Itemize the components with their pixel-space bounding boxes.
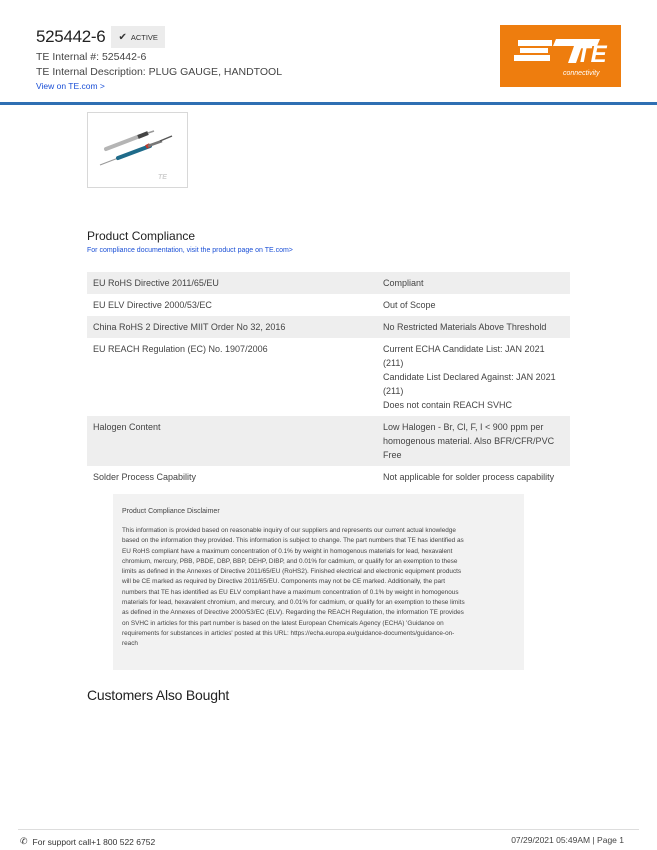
disclaimer-line: on SVHC in articles for this part number is based on the latest European Chemicals Agency (ECHA) 'Guidance on — [122, 619, 444, 627]
compliance-value-line: Current ECHA Candidate List: JAN 2021 — [383, 344, 545, 354]
compliance-table — [87, 272, 570, 488]
compliance-label: Solder Process Capability — [93, 472, 197, 482]
compliance-label: China RoHS 2 Directive MIIT Order No 32, 2016 — [93, 322, 286, 332]
compliance-value — [377, 294, 570, 316]
disclaimer-line: based on the information they provided. This information is subject to change. The part numbers that TE has identified as — [122, 537, 464, 545]
compliance-value-line: Does not contain REACH SVHC — [383, 400, 513, 410]
compliance-value-line: (211) — [383, 386, 404, 396]
status-badge — [111, 26, 164, 48]
disclaimer-line: materials for lead, hexavalent chromium, and mercury, and 0.01% for cadmium, or qualify for an exemption to these limits — [122, 599, 465, 607]
disclaimer-line: as defined in the Annexes of Directive 2000/53/EC (ELV). Regarding the REACH Regulation, the information TE provides — [122, 609, 464, 617]
compliance-value-line: Candidate List Declared Against: JAN 2021 — [383, 372, 556, 382]
compliance-disclaimer — [113, 494, 524, 670]
disclaimer-body — [122, 526, 515, 650]
disclaimer-line: will be CE marked as required by Directive 2011/65/EU. Components may not be CE marked. Additionally, the part — [122, 578, 445, 586]
part-number-row — [36, 26, 165, 48]
disclaimer-line: limits as defined in the Annexes of Directive 2011/65/EU (RoHS2). Finished electrical and electronic equipment products — [122, 568, 462, 576]
internal-description: TE Internal Description: PLUG GAUGE, HANDTOOL — [36, 66, 283, 78]
compliance-row — [87, 466, 570, 488]
compliance-row — [87, 316, 570, 338]
svg-text:TE: TE — [158, 174, 167, 181]
disclaimer-title: Product Compliance Disclaimer — [122, 508, 220, 515]
page-info: 07/29/2021 05:49AM | Page 1 — [511, 835, 624, 845]
disclaimer-line: chromium, mercury, PBB, PBDE, DBP, BBP, DEHP, DIBP, and 0.01% for cadmium, or qualify for an exemption to these — [122, 557, 458, 565]
compliance-row — [87, 294, 570, 316]
plug-gauge-image — [88, 113, 187, 187]
te-logo-icon — [500, 25, 621, 87]
internal-number: TE Internal #: 525442-6 — [36, 51, 147, 63]
phone-icon: ✆ — [20, 836, 28, 846]
compliance-value — [377, 466, 570, 488]
compliance-value-line: (211) — [383, 358, 404, 368]
compliance-label: EU RoHS Directive 2011/65/EU — [93, 278, 219, 288]
compliance-label: Halogen Content — [93, 422, 161, 432]
compliance-value-line: Free — [383, 450, 402, 460]
compliance-row — [87, 338, 570, 416]
compliance-value — [377, 316, 570, 338]
compliance-value-line: Out of Scope — [383, 300, 436, 310]
compliance-value-line: homogenous material. Also BFR/CFR/PVC — [383, 436, 555, 446]
support-contact — [20, 836, 155, 847]
svg-text:TE: TE — [576, 41, 607, 68]
compliance-value-line: Low Halogen - Br, Cl, F, I < 900 ppm per — [383, 422, 544, 432]
footer-divider — [18, 829, 639, 830]
part-number: 525442-6 — [36, 27, 106, 46]
compliance-row — [87, 416, 570, 466]
compliance-value-line: Not applicable for solder process capability — [383, 472, 555, 482]
disclaimer-line: requirements for substances in articles' posted at this URL: https://echa.europa.eu/guidance-documents/guidance-on- — [122, 629, 455, 637]
compliance-value — [377, 338, 570, 416]
header-divider — [0, 102, 657, 105]
compliance-row — [87, 272, 570, 294]
support-phone-text: For support call+1 800 522 6752 — [32, 836, 156, 847]
disclaimer-line: This information is provided based on reasonable inquiry of our suppliers and represents our current actual knowledge — [122, 527, 456, 534]
view-on-te-link[interactable]: View on TE.com > — [36, 81, 105, 91]
product-image — [87, 112, 188, 188]
svg-text:connectivity: connectivity — [563, 70, 600, 77]
product-compliance-title: Product Compliance — [87, 229, 196, 243]
customers-also-bought-title: Customers Also Bought — [87, 687, 230, 703]
disclaimer-line: numbers that TE has identified as EU ELV compliant have a maximum concentration of 0.1% by weight in homogenous — [122, 588, 459, 596]
checkmark-icon: ✔ — [118, 31, 127, 43]
compliance-value — [377, 272, 570, 294]
compliance-value — [377, 416, 570, 466]
te-connectivity-logo — [500, 25, 621, 87]
compliance-label: EU REACH Regulation (EC) No. 1907/2006 — [93, 344, 268, 354]
compliance-value-line: Compliant — [383, 278, 424, 288]
disclaimer-line: reach — [122, 640, 138, 648]
compliance-label: EU ELV Directive 2000/53/EC — [93, 300, 212, 310]
header — [0, 0, 657, 106]
disclaimer-line: EU RoHS compliant have a maximum concentration of 0.1% by weight in homogenous materials for lead, hexavalent — [122, 547, 453, 555]
compliance-documentation-link[interactable]: For compliance documentation, visit the product page on TE.com> — [87, 247, 293, 254]
compliance-value-line: No Restricted Materials Above Threshold — [383, 322, 547, 332]
status-badge-label: ACTIVE — [130, 32, 158, 42]
